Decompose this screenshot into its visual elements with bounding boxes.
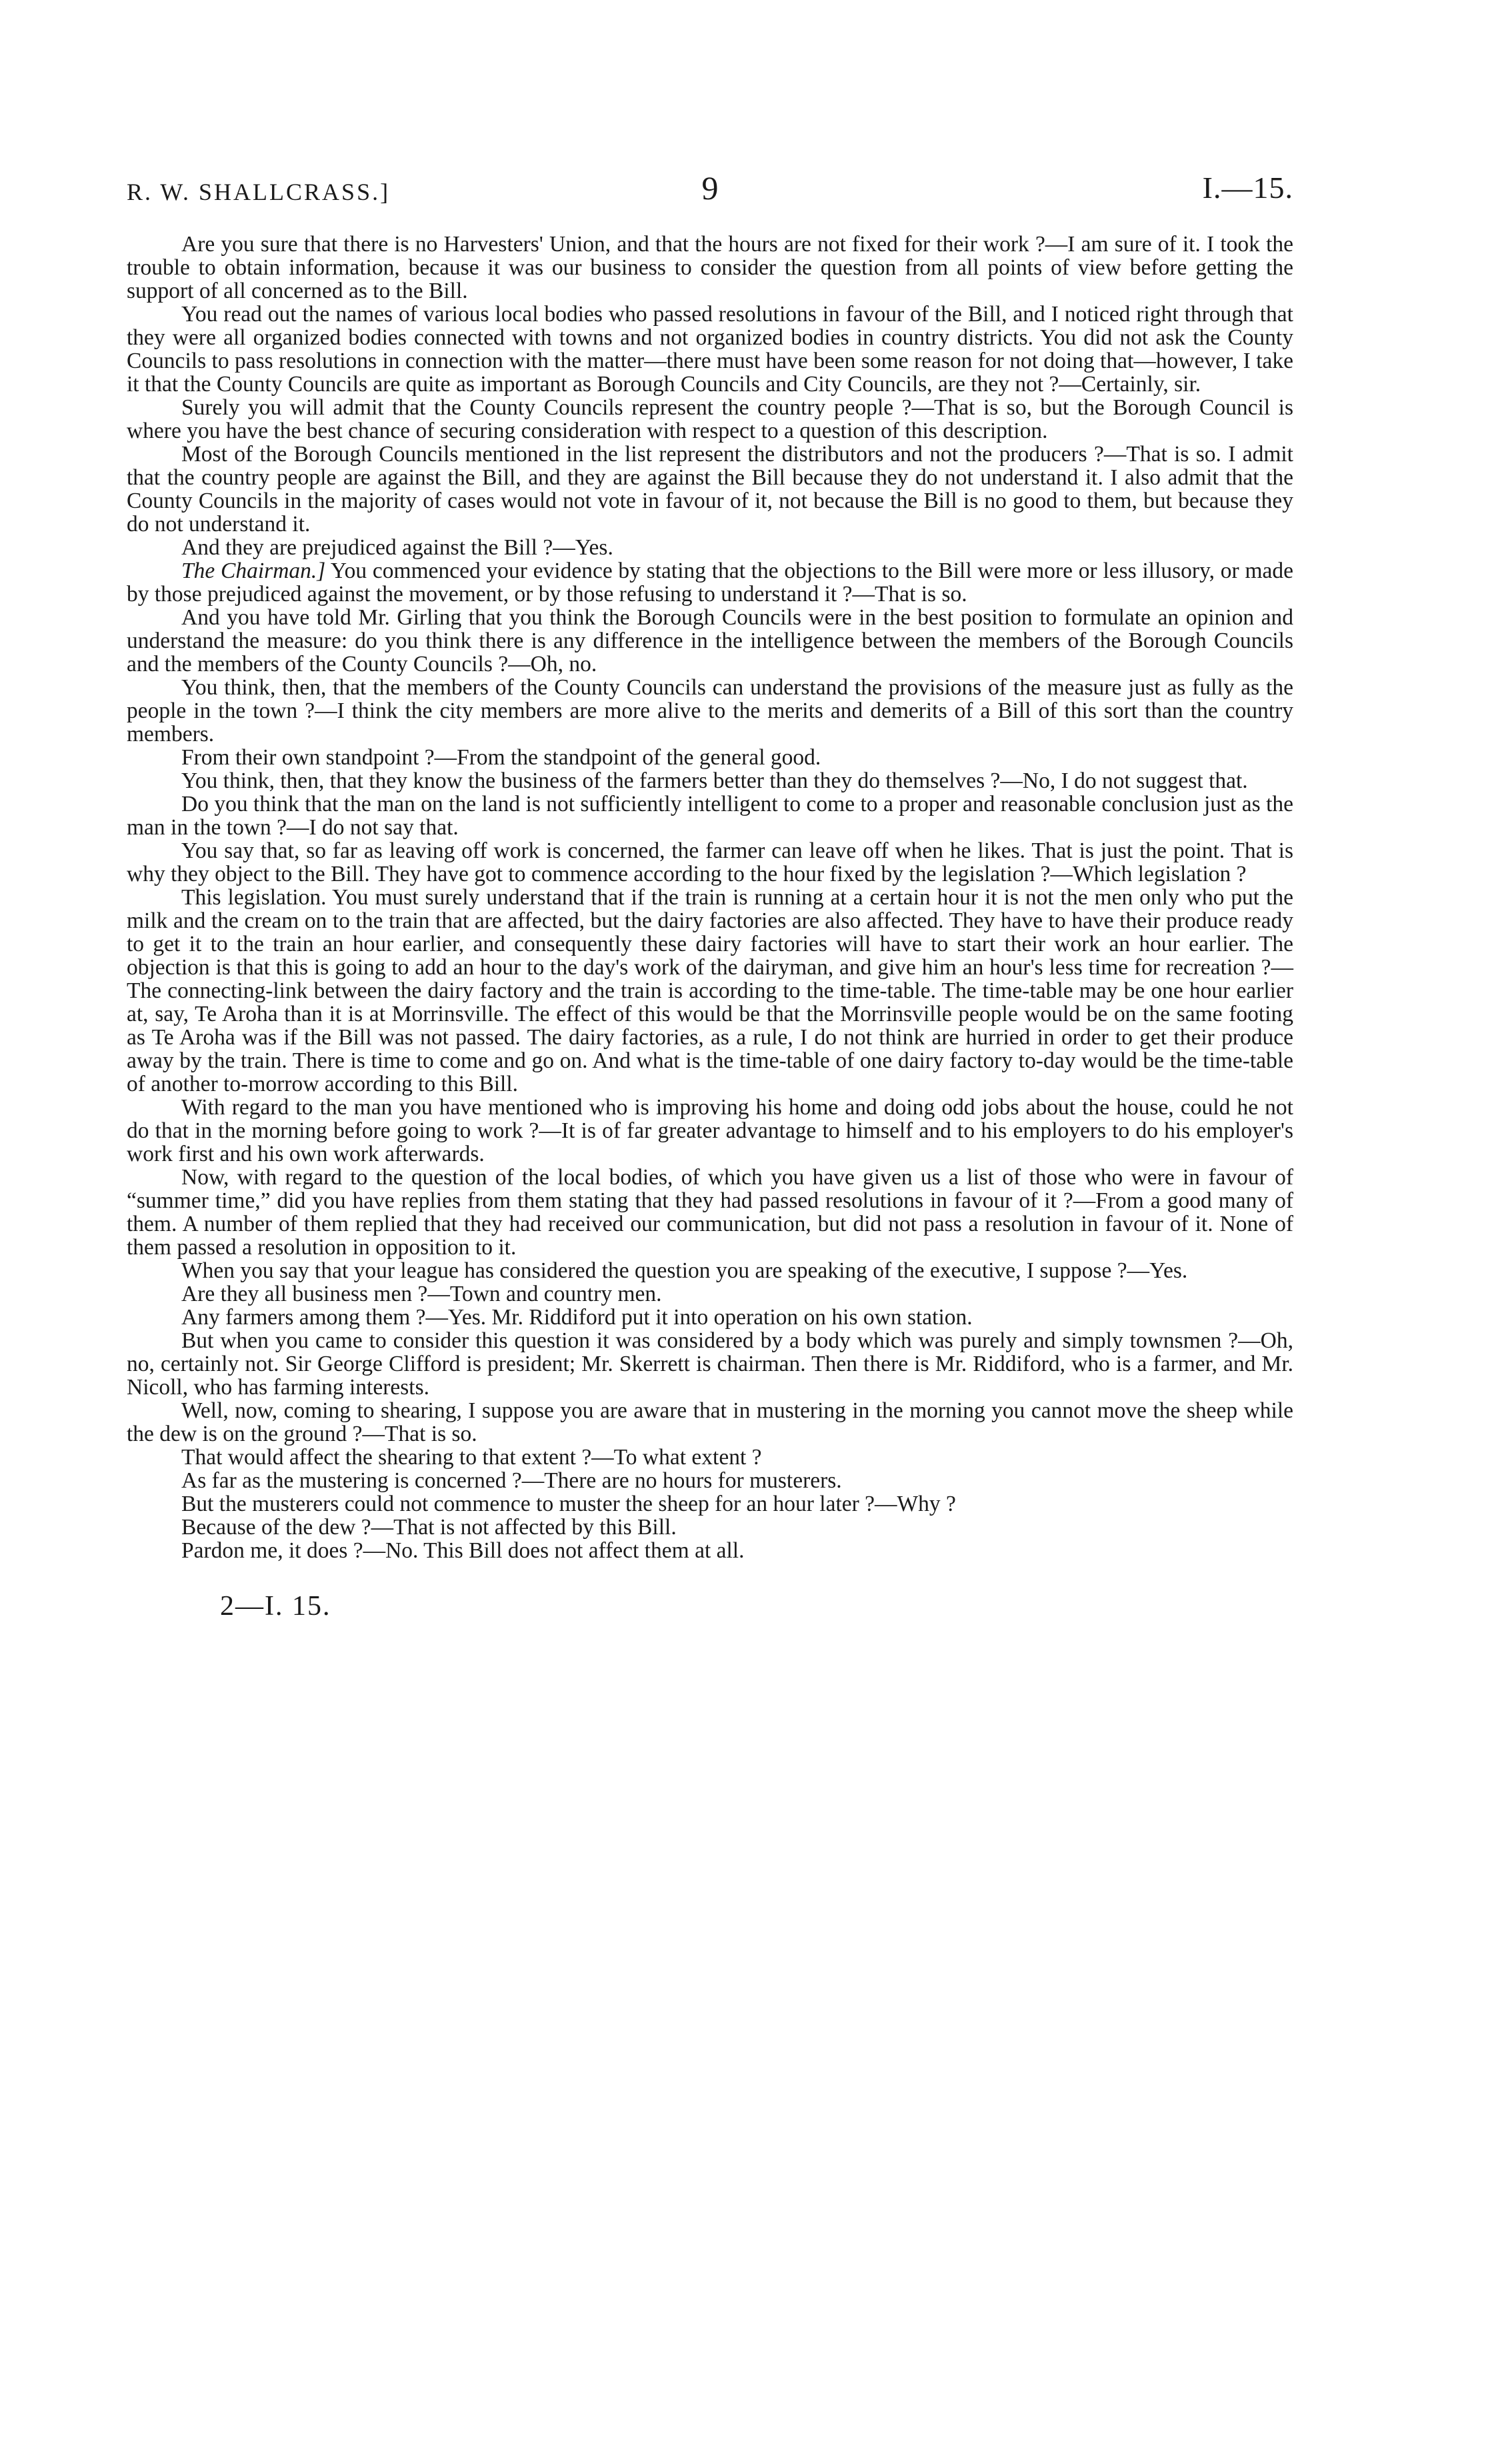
paragraph: And you have told Mr. Girling that you think the Borough Councils were in the best position to formulate an opinion and understand the measure: do you think there is any difference in the intelligence between the members of the Borough Councils and the members of the County Councils ?—Oh, no. xyxy=(127,605,1293,676)
chairman-question: You commenced your evidence by stating that the objections to the Bill were more or less illusory, or made by those prejudiced against the movement, or by those refusing to understand it ?—That is so. xyxy=(127,559,1293,607)
paragraph: Because of the dew ?—That is not affected by this Bill. xyxy=(181,1515,677,1540)
signature-mark: 2—I. 15. xyxy=(220,1591,331,1622)
document-page xyxy=(127,163,1293,1622)
paragraph: Well, now, coming to shearing, I suppose you are aware that in mustering in the morning you cannot move the sheep while the dew is on the ground ?—That is so. xyxy=(127,1398,1293,1446)
paragraph-chairman xyxy=(127,559,1293,606)
paragraph: This legislation. You must surely understand that if the train is running at a certain hour it is not the men only who put the milk and the cream on to the train that are affected, but the dairy factories are also affected. They have to have their produce ready to get it to the train an hour earlier, and consequently these dairy factories will have to start their work an hour earlier. The objection is that this is going to add an hour to the day's work of the dairyman, and give him an hour's less time for recreation ?—The connecting-link between the dairy factory and the train is according to the time-table. The time-table may be one hour earlier at, say, Te Aroha than it is at Morrinsville. The effect of this would be that the Morrinsville people would be on the same footing as Te Aroha was if the Bill was not passed. The dairy factories, as a rule, I do not think are hurried in order to get their produce away by the train. There is time to come and go on. And what is the time-table of one dairy factory to-day would be the time-table of another to-morrow according to this Bill. xyxy=(127,885,1293,1096)
paragraph: Any farmers among them ?—Yes. Mr. Riddiford put it into operation on his own station. xyxy=(181,1305,973,1330)
page-header xyxy=(127,163,1293,223)
paragraph: When you say that your league has considered the question you are speaking of the executive, I suppose ?—Yes. xyxy=(181,1258,1188,1283)
paragraph: Do you think that the man on the land is not sufficiently intelligent to come to a proper and reasonable conclusion just as the man in the town ?—I do not say that. xyxy=(127,792,1293,840)
paragraph: You think, then, that the members of the County Councils can understand the provisions of the measure just as fully as the people in the town ?—I think the city members are more alive to the merits and demerits of a Bill of this sort than the country members. xyxy=(127,675,1293,746)
paragraph: You read out the names of various local bodies who passed resolutions in favour of the Bill, and I noticed right through that they were all organized bodies connected with towns and not organized bodies in country districts. You did not ask the County Councils to pass resolutions in connection with the matter—there must have been some reason for not doing that—however, I take it that the County Councils are quite as important as Borough Councils and City Councils, are they not ?—Certainly, sir. xyxy=(127,302,1293,397)
header-witness-name: R. W. SHALLCRASS.] xyxy=(127,179,391,205)
paragraph: But when you came to consider this question it was considered by a body which was purely and simply townsmen ?—Oh, no, certainly not. Sir George Clifford is president; Mr. Skerrett is chairman. Then there is Mr. Riddiford, who is a farmer, and Mr. Nicoll, who has farming interests. xyxy=(127,1328,1293,1400)
paragraph: From their own standpoint ?—From the standpoint of the general good. xyxy=(181,745,821,770)
paragraph: With regard to the man you have mentioned who is improving his home and doing odd jobs about the house, could he not do that in the morning before going to work ?—It is of far greater advantage to himself and to his employers to do his employer's work first and his own work afterwards. xyxy=(127,1095,1293,1166)
paragraph: You think, then, that they know the business of the farmers better than they do themselves ?—No, I do not suggest that. xyxy=(181,768,1248,793)
paragraph: Are you sure that there is no Harvesters' Union, and that the hours are not fixed for their work ?—I am sure of it. I took the trouble to obtain information, because it was our business to consider the question from all points of view before getting the support of all concerned as to the Bill. xyxy=(127,232,1293,303)
paper-reference: I.—15. xyxy=(1202,171,1293,205)
paragraph: Surely you will admit that the County Councils represent the country people ?—That is so, but the Borough Council is where you have the best chance of securing consideration with respect to a question of this description. xyxy=(127,395,1293,443)
page-number: 9 xyxy=(701,169,719,207)
paragraph: You say that, so far as leaving off work is concerned, the farmer can leave off when he likes. That is just the point. That is why they object to the Bill. They have got to commence according to the hour fixed by the legislation ?—Which legislation ? xyxy=(127,838,1293,886)
paragraph: Are they all business men ?—Town and country men. xyxy=(181,1282,662,1306)
paragraph: Most of the Borough Councils mentioned in the list represent the distributors and not the producers ?—That is so. I admit that the country people are against the Bill, and they are against the Bill because they do not understand it. I also admit that the County Councils in the majority of cases would not vote in favour of it, not because the Bill is no good to them, but because they do not understand it. xyxy=(127,442,1293,537)
paragraph: As far as the mustering is concerned ?—There are no hours for musterers. xyxy=(181,1468,842,1493)
body-text xyxy=(127,233,1293,1562)
paragraph: Now, with regard to the question of the local bodies, of which you have given us a list of those who were in favour of “summer time,” did you have replies from them stating that they had passed resolutions in favour of it ?—From a good many of them. A number of them replied that they had received our communication, but did not pass a resolution in favour of it. None of them passed a resolution in opposition to it. xyxy=(127,1165,1293,1260)
paragraph: And they are prejudiced against the Bill ?—Yes. xyxy=(181,535,613,560)
paragraph: Pardon me, it does ?—No. This Bill does not affect them at all. xyxy=(181,1538,745,1563)
paragraph: But the musterers could not commence to muster the sheep for an hour later ?—Why ? xyxy=(181,1492,956,1516)
paragraph: That would affect the shearing to that extent ?—To what extent ? xyxy=(181,1445,762,1470)
chairman-label: The Chairman.] xyxy=(181,559,326,583)
